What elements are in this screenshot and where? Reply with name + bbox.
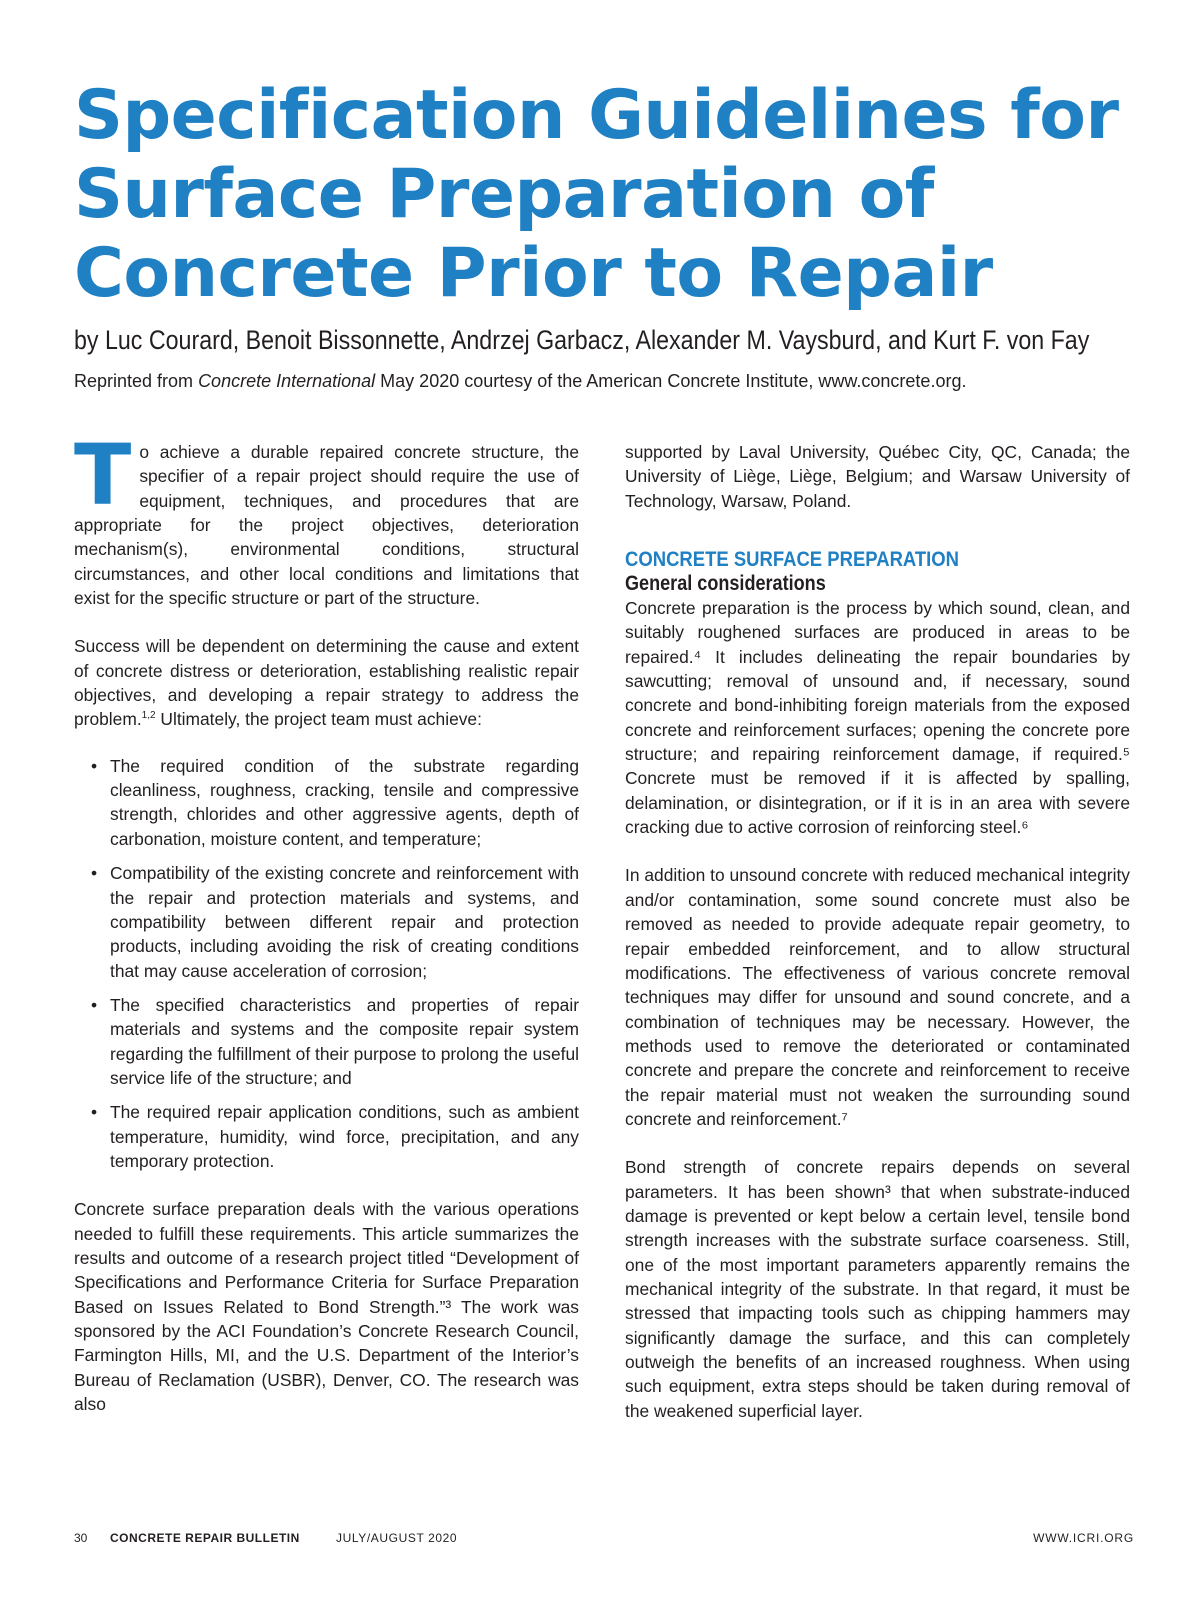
sponsor-paragraph: supported by Laval University, Québec City, QC, Canada; the University of Liège, Liège, Belgium; and Warsaw University of Technology, Warsaw, Poland. [625,442,1130,511]
title-line: Specification Guidelines for [74,76,1119,155]
bullet-icon: • [91,755,98,776]
publication-name: CONCRETE REPAIR BULLETIN [110,1531,300,1545]
research-paragraph: Concrete surface preparation deals with the various operations needed to fulfill these requirements. This article summarizes the results and outcome of a research project titled “Development of Specifications and Performance Criteria for Surface Preparation Based on Issues Related to Bond Strength.”³ The work was sponsored by the ACI Foundation’s Concrete Research Council, Farmington Hills, MI, and the U.S. Department of the Interior’s Bureau of Reclamation (USBR), Denver, CO. The research was also [74,1199,579,1415]
list-item [74,754,579,851]
success-paragraph [74,634,579,731]
reprint-notice [74,368,1134,394]
preparation-paragraph: Concrete preparation is the process by which sound, clean, and suitably roughened surfaces are produced in areas to be repaired.⁴ It includes delineating the repair boundaries by sawcutting; removal of unsound and, if necessary, sound concrete and bond-inhibiting foreign materials from the exposed concrete and reinforcement surfaces; opening the concrete pore structure; and repairing reinforcement damage, if required.⁵ Concrete must be removed if it is affected by spalling, delamination, or disintegration, or if it is in an area with severe cracking due to active corrosion of reinforcing steel.⁶ [625,598,1130,838]
title-line: Concrete Prior to Repair [74,234,993,313]
list-item [74,1100,579,1173]
reprint-prefix: Reprinted from [74,371,199,391]
section-heading: CONCRETE SURFACE PREPARATION [625,548,960,572]
requirements-list [74,754,579,1174]
list-item [74,993,579,1090]
left-column [74,426,579,1416]
page-footer [74,1528,1134,1548]
list-item [74,861,579,983]
issue-date: JULY/AUGUST 2020 [336,1531,458,1545]
citation-ref: 1,2 [141,710,156,722]
success-text: Success will be dependent on determining the cause and extent of concrete distress or deterioration, establishing realistic repair objectives, and developing a repair strategy to address the problem. [74,636,579,730]
list-item-text: The specified characteristics and properties of repair materials and systems and the composite repair system regarding the fulfillment of their purpose to prolong the useful service life of the structure; and [110,994,579,1088]
drop-cap: T [74,426,132,524]
reprint-source: Concrete International [198,371,376,391]
removal-paragraph: In addition to unsound concrete with reduced mechanical integrity and/or contamination, some sound concrete must also be removed as needed to provide adequate repair geometry, to repair embedded reinforcement, and to allow structural modifications. The effectiveness of various concrete removal techniques may differ for unsound and sound concrete, and a combination of techniques may be necessary. However, the methods used to remove the deteriorated or contaminated concrete and prepare the concrete and reinforcement to receive the repair material must not weaken the surrounding sound concrete and reinforcement.⁷ [625,865,1130,1129]
intro-paragraph [74,426,579,610]
bullet-icon: • [91,863,98,884]
list-item-text: The required repair application conditions, such as ambient temperature, humidity, wind force, precipitation, and any temporary protection. [110,1102,579,1171]
intro-text: o achieve a durable repaired concrete structure, the specifier of a repair project should require the use of equipment, techniques, and procedures that are appropriate for the project objectives, deterioration mechanism(s), environmental conditions, structural circumstances, and other local conditions and limitations that exist for the specific structure or part of the structure. [74,442,579,609]
reprint-suffix: May 2020 courtesy of the American Concrete Institute, www.concrete.org. [375,371,967,391]
list-item-text: The required condition of the substrate regarding cleanliness, roughness, cracking, tensile and compressive strength, chlorides and other aggressive agents, depth of carbonation, moisture content, and temperature; [110,755,579,849]
bullet-icon: • [91,994,98,1015]
author-byline: by Luc Courard, Benoit Bissonnette, Andrzej Garbacz, Alexander M. Vaysburd, and Kurt F. von Fay [74,325,1090,355]
website-url: WWW.ICRI.ORG [1033,1531,1134,1545]
bond-strength-paragraph: Bond strength of concrete repairs depends on several parameters. It has been shown³ that when substrate-induced damage is prevented or kept below a certain level, tensile bond strength increases with the substrate surface coarseness. Still, one of the most important parameters apparently remains the mechanical integrity of the substrate. In that regard, it must be stressed that impacting tools such as chipping hammers may significantly damage the surface, and this can completely outweigh the benefits of an increased roughness. When using such equipment, extra steps should be taken during removal of the weakened superficial layer. [625,1157,1130,1421]
article-title [74,76,1134,313]
success-text-cont: Ultimately, the project team must achieve: [155,709,482,730]
subsection-heading: General considerations [625,572,826,596]
page-number: 30 [74,1531,88,1545]
list-item-text: Compatibility of the existing concrete and reinforcement with the repair and protection materials and systems, and compatibility between different repair and protection products, including avoiding the risk of creating conditions that may cause acceleration of corrosion; [110,863,579,981]
title-line: Surface Preparation of [74,155,934,234]
right-column [625,440,1130,1423]
bullet-icon: • [91,1102,98,1123]
